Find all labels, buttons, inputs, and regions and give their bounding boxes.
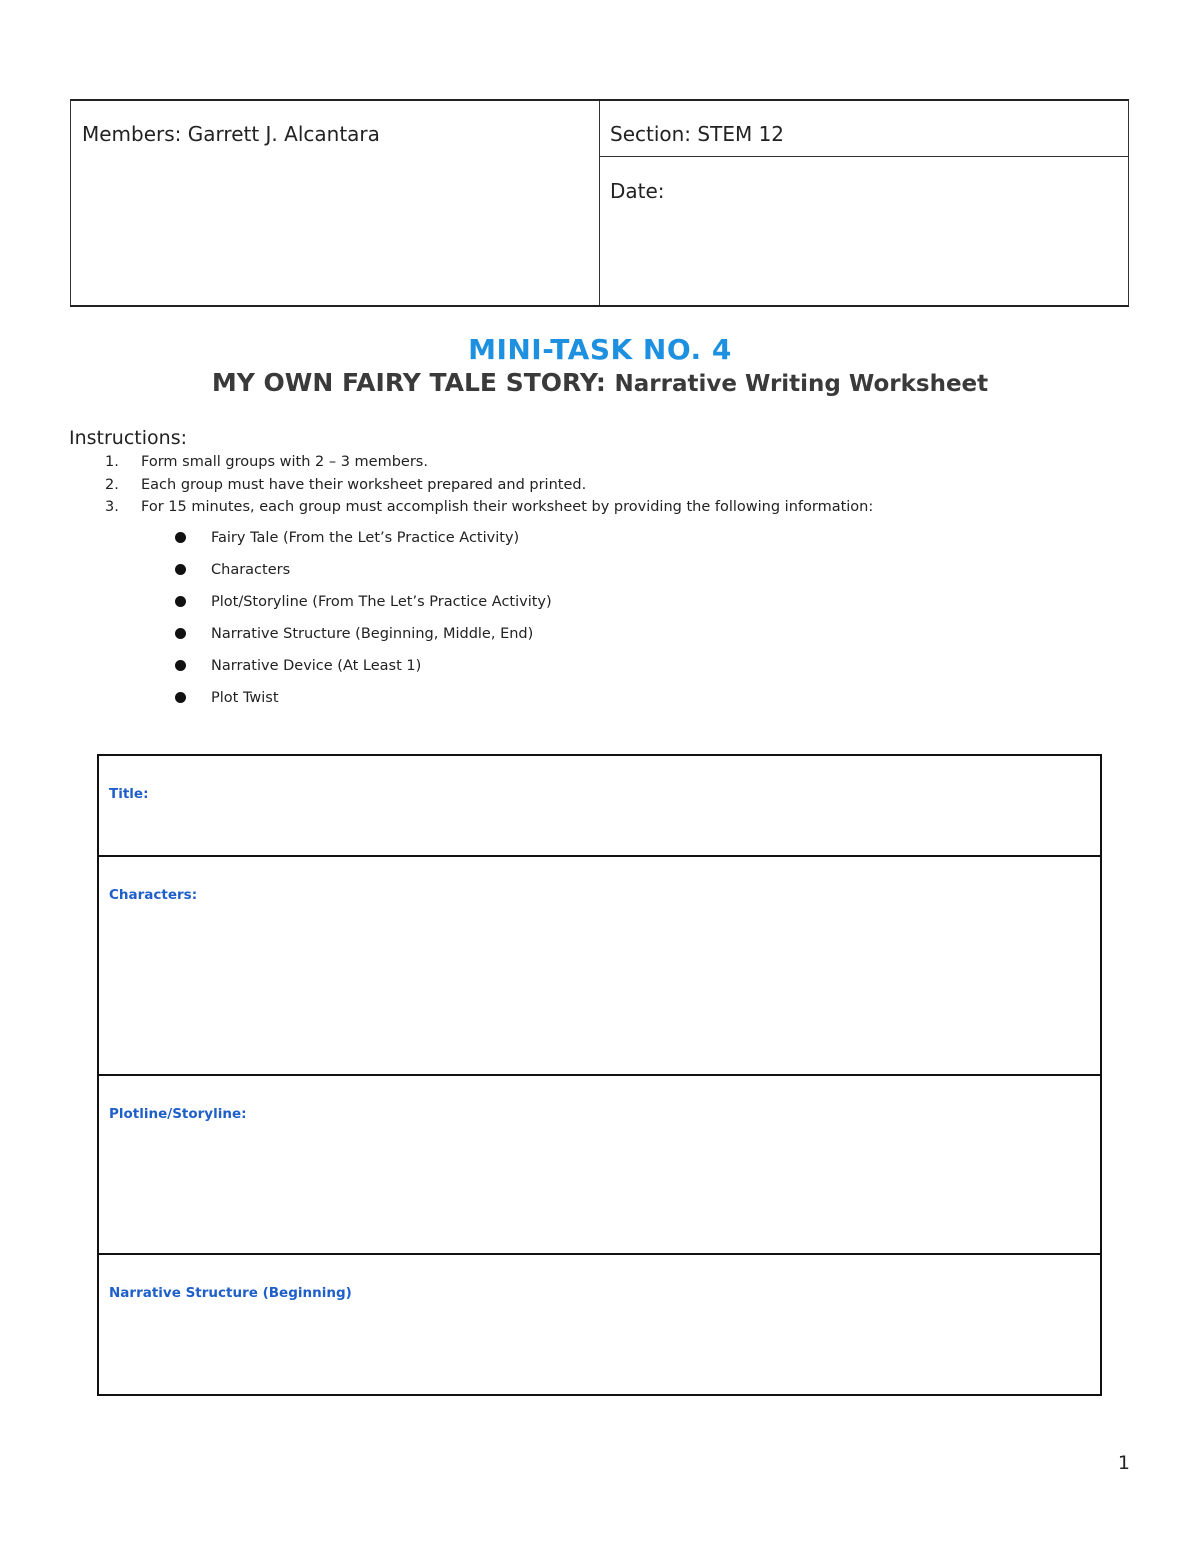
- title-sub: Narrative Writing Worksheet: [614, 371, 989, 397]
- worksheet-table: [97, 754, 1102, 1396]
- step-text: For 15 minutes, each group must accomplish their worksheet by providing the following information:: [141, 499, 874, 515]
- list-item-text: Narrative Structure (Beginning, Middle, End): [211, 626, 534, 642]
- step-number: 3.: [105, 499, 119, 515]
- bullet-icon: [175, 628, 186, 639]
- list-item: [175, 655, 552, 687]
- instructions-heading: Instructions:: [69, 427, 187, 449]
- instruction-steps: [105, 451, 873, 519]
- instruction-step: [105, 496, 873, 519]
- plotline-box[interactable]: [99, 1076, 1100, 1255]
- step-number: 2.: [105, 476, 119, 493]
- bullet-icon: [175, 532, 186, 543]
- list-item: [175, 687, 552, 719]
- step-text: Each group must have their worksheet prepared and printed.: [141, 476, 587, 493]
- list-item-text: Characters: [211, 562, 291, 578]
- narrative-structure-box[interactable]: [99, 1255, 1100, 1394]
- mini-task-label: MINI-TASK NO. 4: [468, 333, 732, 366]
- characters-box[interactable]: [99, 857, 1100, 1076]
- step-number: 1.: [105, 454, 119, 470]
- list-item-text: Plot/Storyline (From The Let’s Practice Activity): [211, 594, 552, 610]
- page-number: 1: [1117, 1452, 1130, 1474]
- bullet-icon: [175, 692, 186, 703]
- required-info-list: [175, 527, 552, 719]
- title-main: MY OWN FAIRY TALE STORY:: [211, 368, 606, 397]
- narrative-structure-label: Narrative Structure (Beginning): [109, 1285, 352, 1301]
- bullet-icon: [175, 564, 186, 575]
- characters-label: Characters:: [109, 887, 198, 903]
- members-field[interactable]: Members: Garrett J. Alcantara: [82, 122, 380, 146]
- header-table: [70, 99, 1129, 307]
- section-field[interactable]: Section: STEM 12: [610, 122, 785, 146]
- date-field[interactable]: Date:: [610, 179, 665, 203]
- list-item: [175, 527, 552, 559]
- instruction-step: [105, 451, 873, 474]
- instruction-step: [105, 474, 873, 497]
- list-item-text: Plot Twist: [211, 690, 279, 706]
- list-item: [175, 623, 552, 655]
- title-box[interactable]: [99, 756, 1100, 857]
- bullet-icon: [175, 660, 186, 671]
- header-divider-vertical: [599, 101, 600, 305]
- list-item-text: Fairy Tale (From the Let’s Practice Activity): [211, 530, 520, 546]
- list-item: [175, 559, 552, 591]
- page-title: [0, 368, 1200, 397]
- bullet-icon: [175, 596, 186, 607]
- step-text: Form small groups with 2 – 3 members.: [141, 454, 428, 470]
- list-item-text: Narrative Device (At Least 1): [211, 658, 422, 674]
- header-divider-horizontal: [599, 156, 1128, 157]
- list-item: [175, 591, 552, 623]
- plotline-label: Plotline/Storyline:: [109, 1106, 247, 1122]
- title-label: Title:: [109, 786, 149, 802]
